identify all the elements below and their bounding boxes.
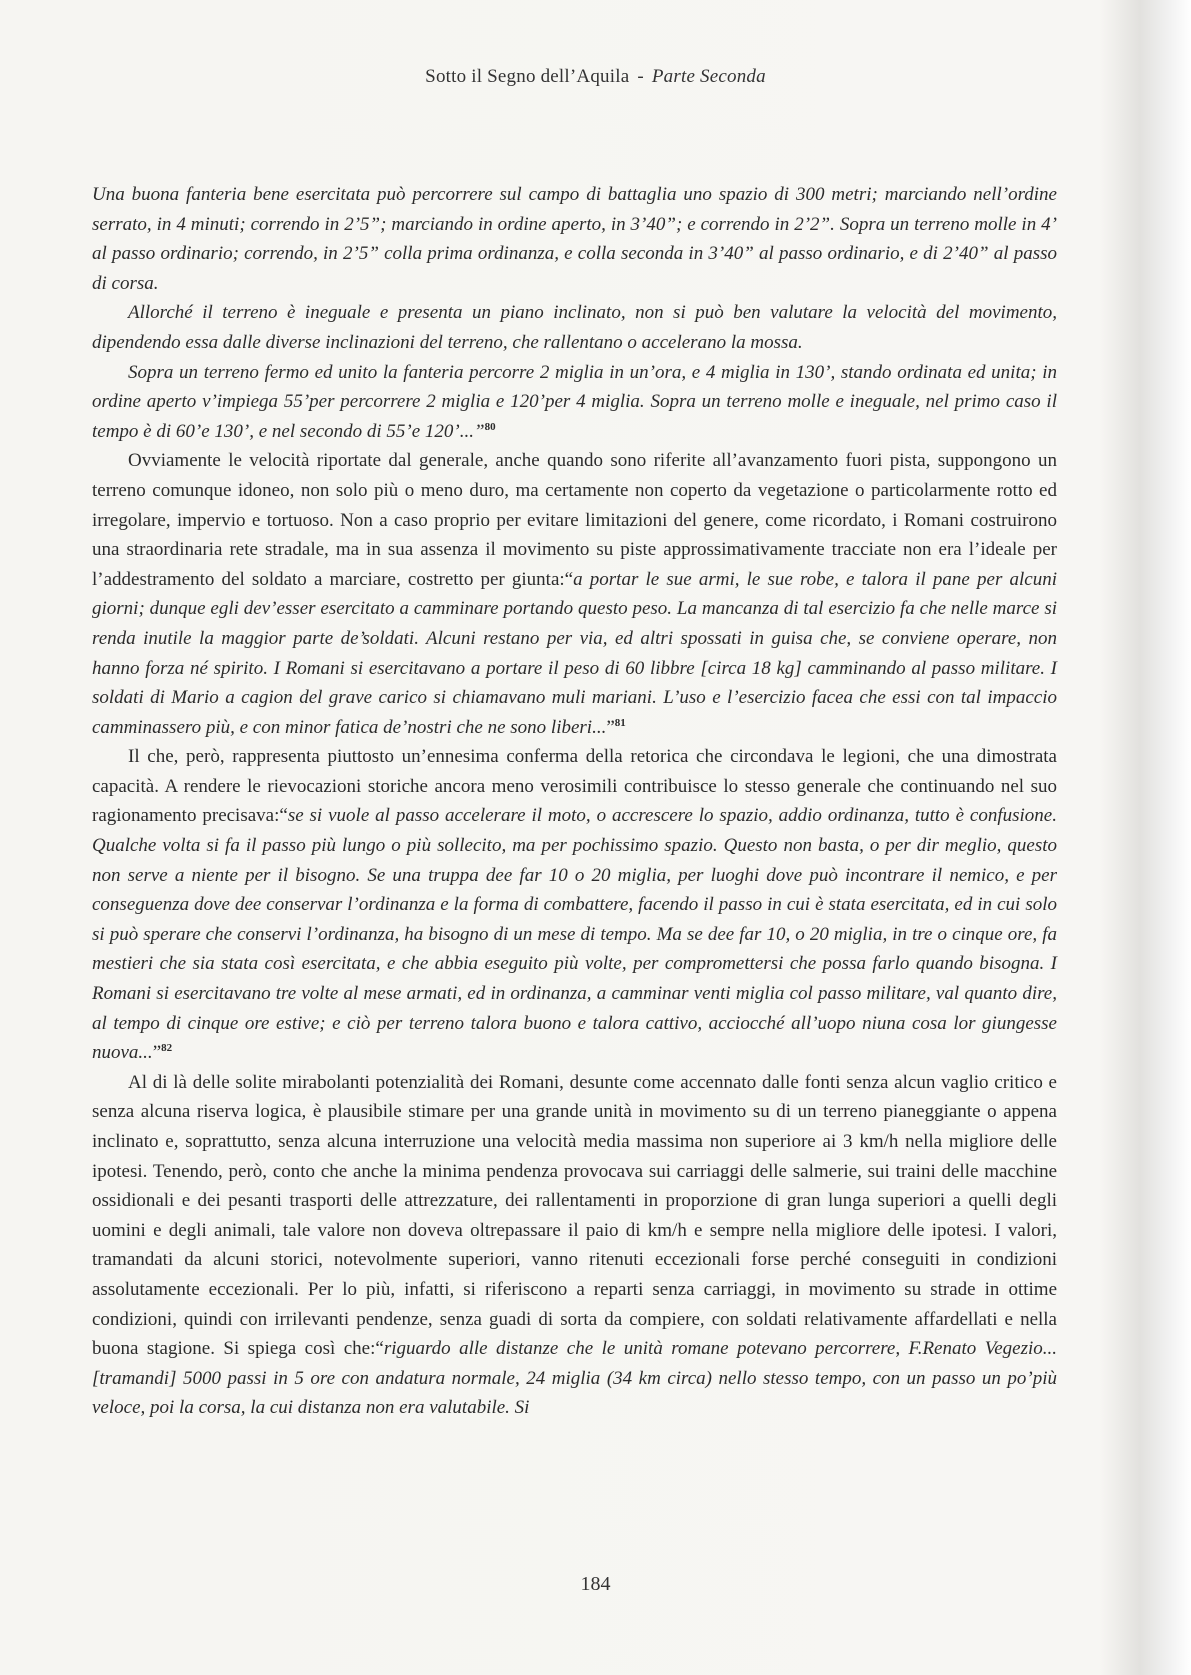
text-run: ” <box>606 716 615 738</box>
book-title: Sotto il Segno dell’Aquila <box>425 66 630 87</box>
paragraph <box>92 298 1057 357</box>
text-run: Ovviamente le velocità riportate dal generale, anche quando sono riferite all’avanzamento fuori pista, suppongono un terreno comunque idoneo, non solo più o meno duro, ma certamente non coperto da vegetazione o particolarmente rotto ed irregolare, impervio e tortuoso. Non a caso proprio per evitare limitazioni del genere, come ricordato, i Romani costruirono una straordinaria rete stradale, ma in sua assenza il movimento su piste approssimativamente tracciate non era l’ideale per l’addestramento del soldato a marciare, costretto per giunta:“ <box>92 450 1057 590</box>
italic-text: Una buona fanteria bene esercitata può percorrere sul campo di battaglia uno spazio di 300 metri; marciando nell’ordine serrato, in 4 minuti; correndo in 2’5”; marciando in ordine aperto, in 3’40”; e correndo in 2’2”. Sopra un terreno molle in 4’ al passo ordinario; correndo, in 2’5” colla prima ordinanza, e colla seconda in 3’40” al passo ordinario, e di 2’40” al passo di corsa. <box>92 184 1057 294</box>
italic-text: a portar le sue armi, le sue robe, e talora il pane per alcuni giorni; dunque egli dev’esser esercitato a camminare portando questo peso. La mancanza di tal esercizio fa che nelle marce si renda inutile la maggior parte de’soldati. Alcuni restano per via, ed altri spossati in guisa che, se conviene operare, non hanno forza né spirito. I Romani si esercitavano a portare il peso di 60 libbre [circa 18 kg] camminando al passo militare. I soldati di Mario a cagion del grave carico si chiamavano muli mariani. L’uso e l’esercizio facea che essi con tal impaccio camminassero più, e con minor fatica de’nostri che ne sono liberi... <box>92 568 1057 738</box>
text-run: Al di là delle solite mirabolanti potenzialità dei Romani, desunte come accennato dalle fonti senza alcun vaglio critico e senza alcuna riserva logica, è plausibile stimare per una grande unità in movimento su di un terreno pianeggiante o appena inclinato e, soprattutto, senza alcuna interruzione una velocità media massima non superiore ai 3 km/h nella migliore delle ipotesi. Tenendo, però, conto che anche la minima pendenza provocava sui carriaggi delle salmerie, sui traini delle macchine ossidionali e dei pesanti trasporti delle attrezzature, dei rallentamenti in proporzione di gran lunga superiori a quelli degli uomini e degli animali, tale valore non doveva oltrepassare il paio di km/h e sempre nella migliore delle ipotesi. I valori, tramandati da alcuni storici, notevolmente superiori, vanno ritenuti eccezionali forse perché conseguiti in condizioni assolutamente eccezionali. Per lo più, infatti, si riferiscono a reparti senza carriaggi, in movimento su strade in ottime condizioni, quindi con irrilevanti pendenze, senza guadi di sorta da compiere, con soldati relativamente affardellati e nella buona stagione. Si spiega così che:“ <box>92 1071 1057 1360</box>
footnote-ref: 80 <box>484 420 496 433</box>
italic-text: Sopra un terreno fermo ed unito la fanteria percorre 2 miglia in un’ora, e 4 miglia in 130’, stando ordinata ed unita; in ordine aperto v’impiega 55’per percorrere 2 miglia e 120’per 4 miglia. Sopra un terreno molle e ineguale, nel primo caso il tempo è di 60’e 130’, e nel secondo di 55’e 120’...” <box>92 361 1057 442</box>
paragraph <box>92 446 1057 742</box>
footnote-ref: 82 <box>161 1042 173 1055</box>
paragraph <box>92 1068 1057 1423</box>
header-separator: - <box>637 66 644 87</box>
page-number: 184 <box>580 1573 611 1595</box>
text-run: Il che, però, rappresenta piuttosto un’ennesima conferma della retorica che circondava le legioni, che una dimostrata capacità. A rendere le rievocazioni storiche ancora meno verosimili contribuisce lo stesso generale che continuando nel suo ragionamento precisava:“ <box>92 746 1057 827</box>
footnote-ref: 81 <box>614 716 626 729</box>
text-run: ” <box>152 1042 162 1064</box>
part-title: Parte Seconda <box>651 66 766 87</box>
italic-text: Allorché il terreno è ineguale e presenta un piano inclinato, non si può ben valutare la velocità del movimento, dipendendo essa dalle diverse inclinazioni del terreno, che rallentano o accelerano la mossa. <box>92 302 1057 353</box>
paragraph <box>92 180 1057 298</box>
running-header <box>0 66 1191 88</box>
italic-text: riguardo alle distanze che le unità romane potevano percorrere, F.Renato Vegezio... [tramandi] 5000 passi in 5 ore con andatura normale, 24 miglia (34 km circa) nello stesso tempo, con un passo un po’più veloce, poi la corsa, la cui distanza non era valutabile. Si <box>92 1338 1057 1419</box>
body-text <box>92 180 1057 1423</box>
italic-text: se si vuole al passo accelerare il moto, o accrescere lo spazio, addio ordinanza, tutto è confusione. Qualche volta si fa il passo più lungo o più sollecito, ma per pochissimo spazio. Questo non basta, o per dir meglio, questo non serve a niente per il bisogno. Se una truppa dee far 10 o 20 miglia, per luoghi dove può incontrare il nemico, e per conseguenza dove dee conservar l’ordinanza e la forma di combattere, facendo il passo in cui è stata esercitata, ed in cui solo si può sperare che conservi l’ordinanza, ha bisogno di un mese di tempo. Ma se dee far 10, o 20 miglia, in tre o cinque ore, fa mestieri che sia stata così esercitata, e che abbia eseguito più volte, per compromettersi che possa farlo quando bisogna. I Romani si esercitavano tre volte al mese armati, ed in ordinanza, a camminar venti miglia col passo militare, val quanto dire, al tempo di cinque ore estive; e ciò per terreno talora buono e talora cattivo, acciocché all’uopo niuna cosa lor giungesse nuova... <box>92 805 1057 1064</box>
paragraph <box>92 358 1057 447</box>
paragraph <box>92 742 1057 1068</box>
